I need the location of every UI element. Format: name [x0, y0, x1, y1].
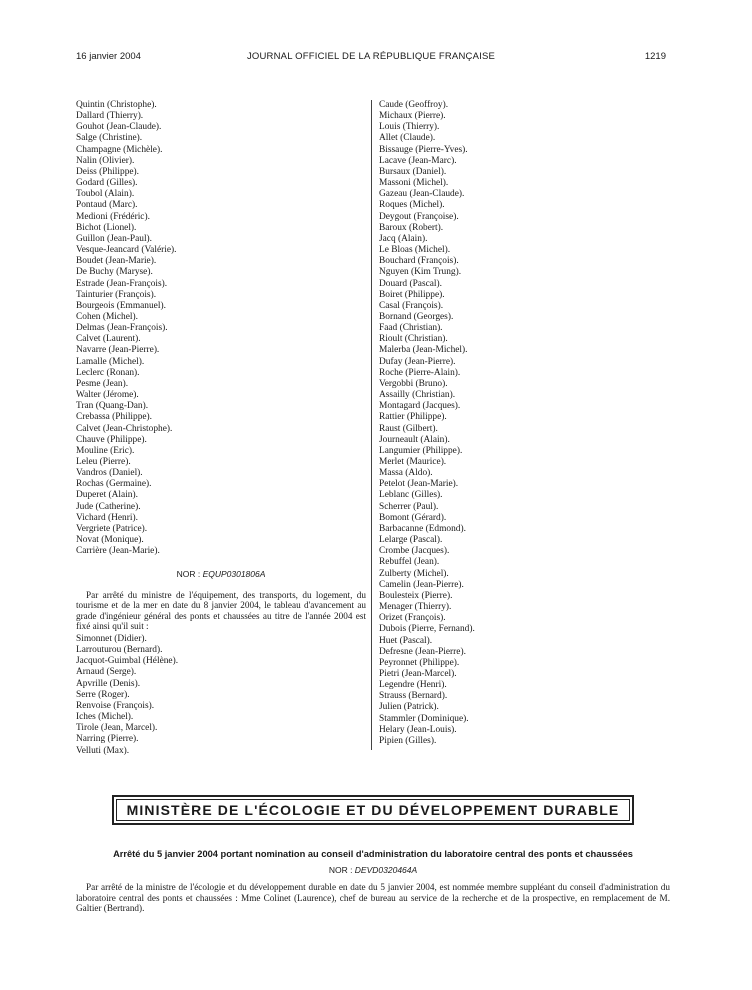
list-item: Apvrille (Denis).: [76, 678, 141, 689]
page-header: [76, 51, 666, 65]
list-item: Tainturier (François).: [76, 289, 157, 300]
list-item: Deygout (Françoise).: [379, 211, 459, 222]
names-list-right: [379, 100, 669, 747]
list-item: Le Bloas (Michel).: [379, 245, 451, 256]
list-item: Bourgeois (Emmanuel).: [76, 300, 166, 311]
list-item: Legendre (Henri).: [379, 680, 447, 691]
list-item: Huet (Pascal).: [379, 635, 433, 646]
list-item: Michaux (Pierre).: [379, 111, 446, 122]
list-item: Roques (Michel).: [379, 200, 445, 211]
list-item: Crombe (Jacques).: [379, 546, 450, 557]
list-item: Godard (Gilles).: [76, 178, 138, 189]
list-item: Orizet (François).: [379, 613, 446, 624]
list-item: De Buchy (Maryse).: [76, 267, 153, 278]
list-item: Boiret (Philippe).: [379, 289, 445, 300]
list-item: Walter (Jérome).: [76, 390, 139, 401]
list-item: Gazeau (Jean-Claude).: [379, 189, 465, 200]
list-item: Navarre (Jean-Pierre).: [76, 345, 160, 356]
list-item: Pietri (Jean-Marcel).: [379, 668, 457, 679]
list-item: Novat (Monique).: [76, 535, 144, 546]
decree-paragraph: Par arrêté du ministre de l'équipement, des transports, du logement, du tourisme et de la mer en date du 8 janvier 2004, le tableau d'avancement au grade d'ingénieur général des ponts et chaussées au titre de l'année 2004 est fixé ainsi qu'il suit :: [76, 589, 366, 632]
names-list-bottom: [76, 634, 366, 757]
list-item: Arnaud (Serge).: [76, 667, 137, 678]
list-item: Tirole (Jean, Marcel).: [76, 723, 158, 734]
list-item: Roche (Pierre-Alain).: [379, 367, 461, 378]
list-item: Bouchard (François).: [379, 256, 459, 267]
decree-nor-label: NOR :: [328, 865, 355, 875]
list-item: Jacq (Alain).: [379, 233, 428, 244]
list-item: Salge (Christine).: [76, 133, 143, 144]
list-item: Vergobbi (Bruno).: [379, 378, 448, 389]
list-item: Rattier (Philippe).: [379, 412, 447, 423]
list-item: Renvoise (François).: [76, 700, 155, 711]
list-item: Boudet (Jean-Marie).: [76, 256, 157, 267]
list-item: Serre (Roger).: [76, 689, 130, 700]
list-item: Delmas (Jean-François).: [76, 323, 168, 334]
list-item: Vesque-Jeancard (Valérie).: [76, 245, 177, 256]
list-item: Lelarge (Pascal).: [379, 535, 443, 546]
decree-title: Arrêté du 5 janvier 2004 portant nomination au conseil d'administration du laboratoire central des ponts et chaussées: [113, 849, 633, 859]
list-item: Gouhot (Jean-Claude).: [76, 122, 162, 133]
list-item: Rebuffel (Jean).: [379, 557, 440, 568]
list-item: Nalin (Olivier).: [76, 155, 135, 166]
list-item: Dufay (Jean-Pierre).: [379, 356, 456, 367]
list-item: Lacave (Jean-Marc).: [379, 155, 457, 166]
list-item: Cohen (Michel).: [76, 311, 138, 322]
list-item: Casal (François).: [379, 300, 444, 311]
list-item: Dubois (Pierre, Fernand).: [379, 624, 475, 635]
list-item: Medioni (Frédéric).: [76, 211, 150, 222]
list-item: Baroux (Robert).: [379, 222, 444, 233]
list-item: Malerba (Jean-Michel).: [379, 345, 468, 356]
list-item: Bomont (Gérard).: [379, 512, 447, 523]
list-item: Pipien (Gilles).: [379, 735, 437, 746]
list-item: Raust (Gilbert).: [379, 423, 438, 434]
list-item: Montagard (Jacques).: [379, 401, 461, 412]
list-item: Toubol (Alain).: [76, 189, 135, 200]
list-item: Iches (Michel).: [76, 712, 134, 723]
list-item: Strauss (Bernard).: [379, 691, 448, 702]
nor-code: EQUP0301806A: [202, 569, 266, 580]
list-item: Faad (Christian).: [379, 323, 443, 334]
list-item: Merlet (Maurice).: [379, 457, 447, 467]
list-item: Assailly (Christian).: [379, 390, 456, 401]
list-item: Menager (Thierry).: [379, 602, 452, 613]
list-item: Calvet (Jean-Christophe).: [76, 423, 173, 434]
list-item: Stammler (Dominique).: [379, 713, 469, 724]
list-item: Chauve (Philippe).: [76, 434, 147, 445]
list-item: Leleu (Pierre).: [76, 457, 131, 467]
list-item: Deiss (Philippe).: [76, 166, 140, 177]
list-item: Massoni (Michel).: [379, 178, 449, 189]
list-item: Duperet (Alain).: [76, 490, 138, 501]
list-item: Dallard (Thierry).: [76, 111, 144, 122]
list-item: Jude (Catherine).: [76, 501, 141, 512]
list-item: Langumier (Philippe).: [379, 445, 463, 456]
list-item: Carrière (Jean-Marie).: [76, 546, 160, 557]
list-item: Bursaux (Daniel).: [379, 166, 447, 177]
list-item: Nguyen (Kim Trung).: [379, 267, 462, 278]
list-item: Vergriete (Patrice).: [76, 523, 148, 534]
list-item: Tran (Quang-Dan).: [76, 401, 149, 412]
journal-title: JOURNAL OFFICIEL DE LA RÉPUBLIQUE FRANÇAISE: [246, 51, 496, 62]
names-list-top: [76, 100, 366, 557]
ministry-heading-box: [112, 795, 634, 825]
list-item: Allet (Claude).: [379, 133, 436, 144]
list-item: Douard (Pascal).: [379, 278, 442, 289]
list-item: Quintin (Christophe).: [76, 100, 157, 110]
list-item: Vichard (Henri).: [76, 512, 138, 523]
list-item: Pontaud (Marc).: [76, 200, 138, 211]
list-item: Mouline (Eric).: [76, 445, 135, 456]
decree-body: Par arrêté de la ministre de l'écologie et du développement durable en date du 5 janvier 2004, est nommée membre suppléant du conseil d'administration du laboratoire central des ponts et chaussées : Mme Colinet (Laurence), chef de bureau au service de la recherche et de la prospective, en remplacement de M. Galtier (Bertrand).: [76, 882, 670, 914]
publication-date: 16 janvier 2004: [76, 51, 141, 62]
list-item: Lamalle (Michel).: [76, 356, 145, 367]
list-item: Leblanc (Gilles).: [379, 490, 443, 501]
decree-nor-code: DEVD0320464A: [354, 865, 418, 875]
list-item: Barbacanne (Edmond).: [379, 523, 466, 534]
list-item: Velluti (Max).: [76, 745, 130, 756]
list-item: Champagne (Michèle).: [76, 144, 163, 155]
list-item: Vandros (Daniel).: [76, 468, 143, 479]
page-number: 1219: [644, 51, 666, 62]
list-item: Caude (Geoffroy).: [379, 100, 449, 110]
list-item: Bornand (Georges).: [379, 311, 454, 322]
ministry-heading: MINISTÈRE DE L'ÉCOLOGIE ET DU DÉVELOPPEMENT DURABLE: [116, 799, 630, 821]
list-item: Guillon (Jean-Paul).: [76, 233, 153, 244]
left-column: [76, 100, 366, 757]
nor-label: NOR :: [176, 569, 203, 580]
list-item: Defresne (Jean-Pierre).: [379, 646, 466, 657]
list-item: Estrade (Jean-François).: [76, 278, 168, 289]
list-item: Simonnet (Didier).: [76, 633, 147, 644]
list-item: Massa (Aldo).: [379, 468, 433, 479]
list-item: Rioult (Christian).: [379, 334, 448, 345]
list-item: Journeault (Alain).: [379, 434, 450, 445]
decree-nor-reference: [76, 865, 670, 875]
list-item: Helary (Jean-Louis).: [379, 724, 457, 735]
nor-reference: [76, 569, 366, 580]
list-item: Leclerc (Ronan).: [76, 367, 140, 378]
list-item: Bissauge (Pierre-Yves).: [379, 144, 468, 155]
list-item: Petelot (Jean-Marie).: [379, 479, 459, 490]
list-item: Bichot (Lionel).: [76, 222, 137, 233]
list-item: Peyronnet (Philippe).: [379, 657, 460, 668]
right-column: [379, 100, 669, 747]
column-divider: [371, 100, 372, 750]
list-item: Pesme (Jean).: [76, 378, 129, 389]
list-item: Camelin (Jean-Pierre).: [379, 579, 464, 590]
list-item: Jacquot-Guimbal (Hélène).: [76, 656, 179, 667]
list-item: Rochas (Germaine).: [76, 479, 152, 490]
list-item: Larrouturou (Bernard).: [76, 645, 163, 656]
list-item: Crebassa (Philippe).: [76, 412, 153, 423]
list-item: Narring (Pierre).: [76, 734, 139, 745]
list-item: Calvet (Laurent).: [76, 334, 141, 345]
list-item: Julien (Patrick).: [379, 702, 439, 713]
list-item: Scherrer (Paul).: [379, 501, 439, 512]
list-item: Louis (Thierry).: [379, 122, 440, 133]
list-item: Boulesteix (Pierre).: [379, 590, 453, 601]
list-item: Zulberty (Michel).: [379, 568, 449, 579]
